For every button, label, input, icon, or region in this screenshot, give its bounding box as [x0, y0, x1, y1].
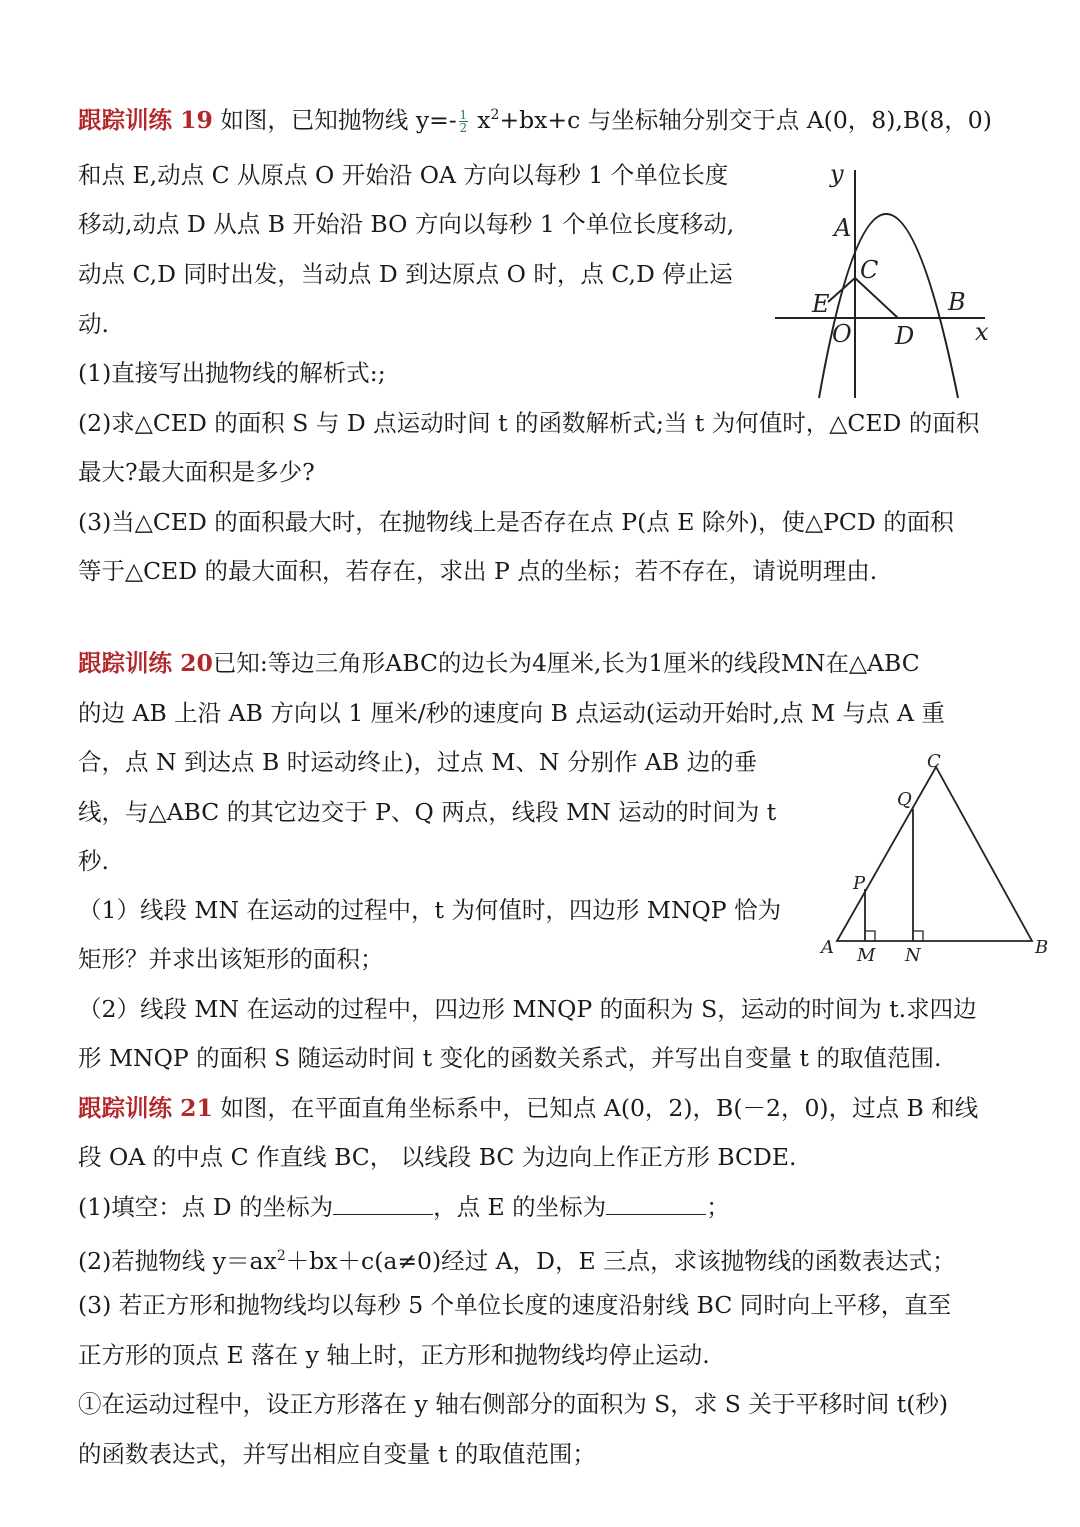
right-angle-mark-M — [865, 931, 875, 941]
point-C-label: C — [860, 256, 879, 284]
segment-CD — [855, 278, 898, 318]
p21-text-1: 如图，在平面直角坐标系中，已知点 A(0，2)，B(－2，0)，过点 B 和线 — [220, 1094, 979, 1122]
p21-q1-text-c: ； — [706, 1193, 730, 1221]
x-axis-label: x — [975, 318, 989, 346]
p20-question-2a: （2）线段 MN 在运动的过程中，四边形 MNQP 的面积为 S，运动的时间为 t.求四边 — [78, 995, 977, 1023]
p21-question-3a: (3) 若正方形和抛物线均以每秒 5 个单位长度的速度沿射线 BC 同时向上平移，直至 — [78, 1291, 952, 1319]
p19-line-4: 动点 C,D 同时出发，当动点 D 到达原点 O 时，点 C,D 停止运 — [78, 260, 733, 288]
right-angle-mark-N — [913, 931, 923, 941]
segment-EC — [828, 278, 855, 302]
answer-blank-D[interactable] — [333, 1194, 433, 1215]
p21-q2-text-a: (2)若抛物线 y＝ax — [78, 1246, 277, 1275]
p21-question-3b: 正方形的顶点 E 落在 y 轴上时，正方形和抛物线均停止运动. — [78, 1341, 710, 1369]
p19-label: 跟踪训练 19 — [78, 105, 213, 134]
point-N-label: N — [905, 945, 921, 966]
answer-blank-E[interactable] — [606, 1194, 706, 1215]
p20-line-5: 秒. — [78, 847, 109, 875]
p21-label: 跟踪训练 21 — [78, 1094, 213, 1122]
p20-line-2: 的边 AB 上沿 AB 方向以 1 厘米/秒的速度向 B 点运动(运动开始时,点 M 与点 A 重 — [78, 699, 945, 727]
point-P-label: P — [853, 873, 866, 894]
y-axis-label: y — [830, 160, 844, 188]
p19-question-3a: (3)当△CED 的面积最大时，在抛物线上是否存在点 P(点 E 除外)，使△PCD 的面积 — [78, 508, 954, 536]
p20-question-1b: 矩形？并求出该矩形的面积； — [78, 945, 384, 973]
p19-question-1: (1)直接写出抛物线的解析式:; — [78, 359, 386, 387]
p21-question-1 — [78, 1192, 730, 1222]
p19-line-5: 动. — [78, 310, 109, 338]
p20-line-4: 线，与△ABC 的其它边交于 P、Q 两点，线段 MN 运动的时间为 t — [78, 798, 777, 826]
p21-question-2 — [78, 1241, 956, 1276]
point-O-label: O — [832, 320, 852, 348]
p19-line-2: 和点 E,动点 C 从原点 O 开始沿 OA 方向以每秒 1 个单位长度 — [78, 161, 729, 189]
point-E-label: E — [812, 290, 830, 318]
p19-text-1c: +bx+c 与坐标轴分别交于点 A(0，8),B(8，0) — [499, 105, 992, 134]
point-M-label: M — [857, 945, 876, 966]
p21-q2-text-b: ＋bx＋c(a≠0)经过 A，D，E 三点，求该抛物线的函数表达式； — [285, 1246, 956, 1275]
point-B-label: B — [1035, 937, 1049, 958]
p20-question-2b: 形 MNQP 的面积 S 随运动时间 t 变化的函数关系式，并写出自变量 t 的取值范围. — [78, 1044, 942, 1072]
point-C-label: C — [927, 751, 941, 772]
p20-triangle-figure — [815, 745, 1055, 975]
p19-question-2b: 最大?最大面积是多少? — [78, 458, 315, 486]
p21-q1-text-a: (1)填空：点 D 的坐标为 — [78, 1193, 334, 1221]
p20-line-3: 合，点 N 到达点 B 时运动终止)，过点 M、N 分别作 AB 边的垂 — [78, 748, 758, 776]
p20-question-1a: （1）线段 MN 在运动的过程中，t 为何值时，四边形 MNQP 恰为 — [78, 896, 782, 924]
p19-question-3b: 等于△CED 的最大面积，若存在，求出 P 点的坐标；若不存在，请说明理由. — [78, 557, 878, 585]
p20-line-1 — [78, 648, 920, 678]
p21-subquestion-1b: 的函数表达式，并写出相应自变量 t 的取值范围； — [78, 1440, 596, 1468]
p21-line-2: 段 OA 的中点 C 作直线 BC， 以线段 BC 为边向上作正方形 BCDE. — [78, 1143, 797, 1171]
p19-line-3: 移动,动点 D 从点 B 开始沿 BO 方向以每秒 1 个单位长度移动, — [78, 210, 735, 238]
p21-line-1 — [78, 1093, 978, 1123]
point-D-label: D — [895, 322, 915, 350]
p19-text-1b: x — [477, 105, 491, 134]
p20-label: 跟踪训练 20 — [78, 649, 213, 677]
p19-exponent: 2 — [490, 107, 500, 123]
point-A-label: A — [821, 937, 834, 958]
triangle-ABC — [837, 767, 1032, 941]
point-B-label: B — [948, 288, 966, 316]
p19-question-2a: (2)求△CED 的面积 S 与 D 点运动时间 t 的函数解析式;当 t 为何值时，△CED 的面积 — [78, 409, 980, 437]
p21-subquestion-1a: ①在运动过程中，设正方形落在 y 轴右侧部分的面积为 S，求 S 关于平移时间 t(秒) — [78, 1390, 949, 1418]
point-A-label: A — [834, 214, 852, 242]
fraction-one-half: $\frac{1}{2}$ — [459, 107, 468, 135]
p19-line-1 — [78, 100, 992, 135]
p20-text-1: 已知:等边三角形ABC的边长为4厘米,长为1厘米的线段MN在△ABC — [212, 649, 920, 677]
p21-q1-text-b: ，点 E 的坐标为 — [433, 1193, 607, 1221]
p21-exponent: 2 — [276, 1248, 286, 1264]
point-Q-label: Q — [897, 789, 912, 810]
p19-parabola-figure — [770, 150, 1010, 400]
p19-text-1a: 如图，已知抛物线 y=- — [220, 105, 457, 134]
